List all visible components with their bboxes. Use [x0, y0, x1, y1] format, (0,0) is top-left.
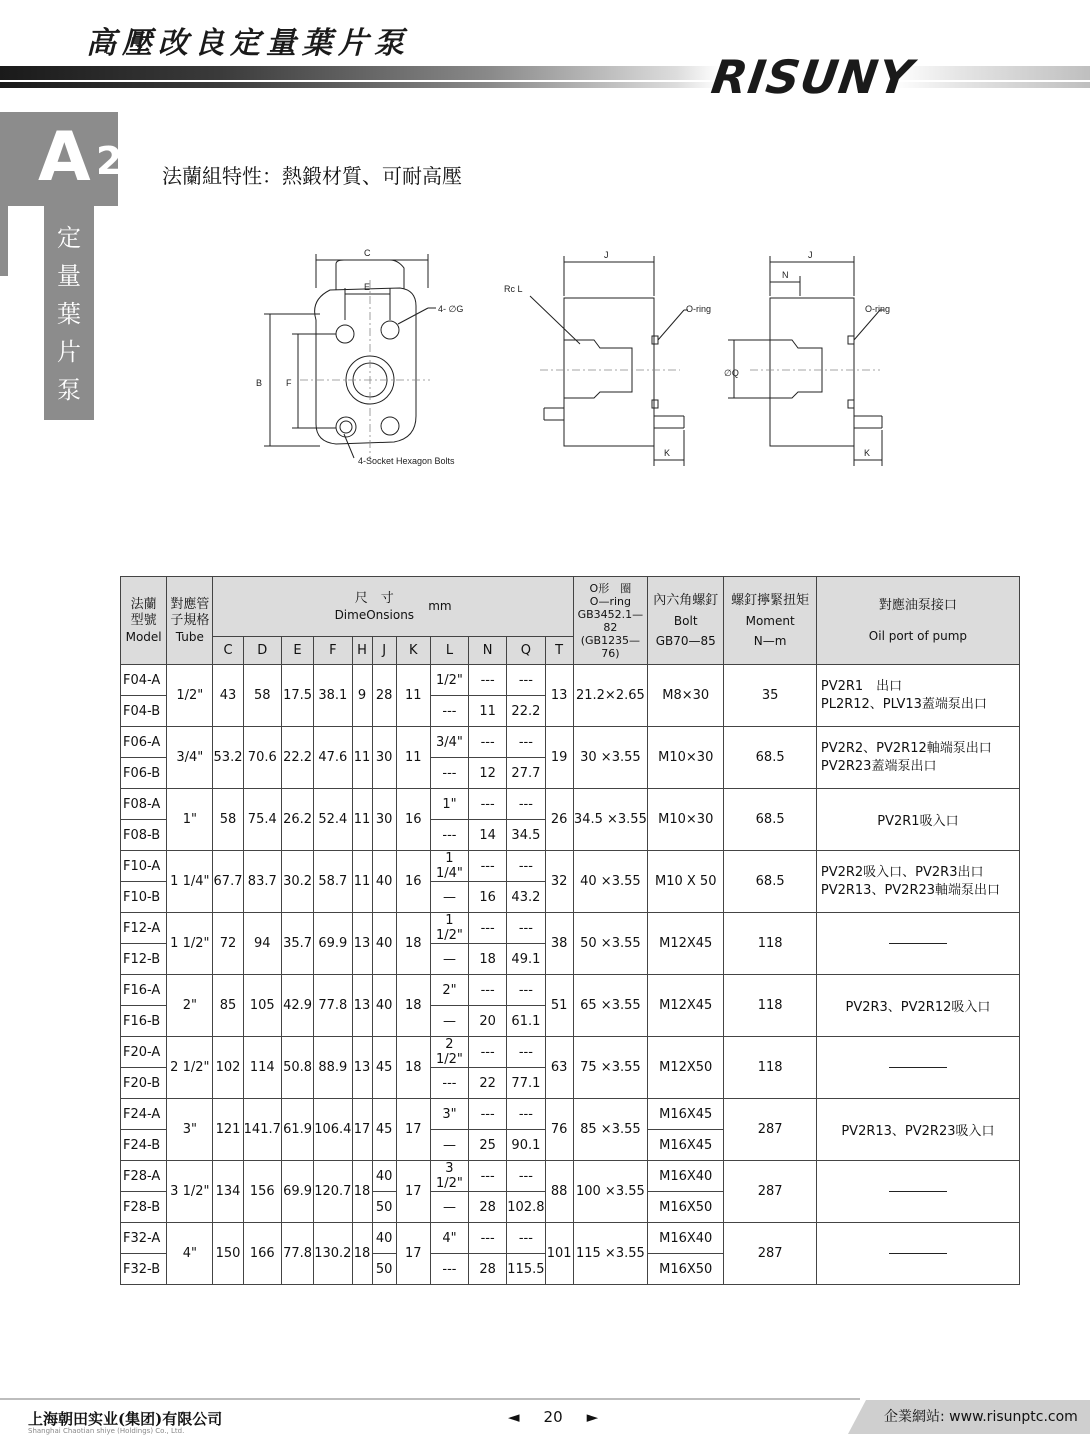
table-cell: 13	[352, 1037, 372, 1099]
table-cell: 3"	[430, 1099, 468, 1130]
table-row	[121, 1037, 1020, 1068]
page-nav	[496, 1408, 610, 1426]
table-row	[121, 1223, 1020, 1254]
table-cell: ---	[469, 1223, 507, 1254]
table-cell: 83.7	[243, 851, 281, 913]
table-cell: ---	[469, 789, 507, 820]
table-cell: 58	[243, 665, 281, 727]
table-cell: 17	[352, 1099, 372, 1161]
col-header: F	[314, 637, 352, 665]
next-page-icon[interactable]: ►	[586, 1408, 599, 1426]
table-cell: 102	[213, 1037, 243, 1099]
table-cell: 1/2"	[430, 665, 468, 696]
col-header: E	[281, 637, 313, 665]
table-cell: ---	[507, 1037, 545, 1068]
table-cell: ---	[430, 758, 468, 789]
table-cell: ---	[507, 1223, 545, 1254]
table-cell: ---	[507, 1161, 545, 1192]
model-cell: F16-B	[121, 1006, 167, 1037]
table-cell: 150	[213, 1223, 243, 1285]
section-char: 量	[57, 262, 81, 290]
spec-table: 法蘭 型號 Model 對應管 子規格 Tube 尺 寸 DimeOnsions mm O形 圈 O—ring GB3452.1—82 (GB1235—76) 內六角螺釘 Bolt GB70—85 螺釘擰緊扭矩 Moment N—m 對應油泵接口 Oil port of pump C D E F H J K L N Q T F04-A 1/2" 43 58 17.5 38.1 9 28 11 1/2" --- --- 13 21.2×2.65 M8×30 35 PV2R1 出口 PL2R12、PLV13蓋端泵出口 F04-B --- 11 22.2 F06-A 3/4" 53.2 70.6 22.2 47.6 11 30 11 3/4" --- --- 19 30 ×3.55 M10×30 68.5 PV2R2、PV2R12軸端泵出口 PV2R23蓋端泵出口 F06-B --- 12 27.7 F08-A 1" 58 75.4 26.2 52.4 11 30 16 1" --- --- 26 34.5 ×3.55 M10×30 68.5 PV2R1吸入口 F08-B --- 14 34.5 F10-A 1 1/4" 67.7 83.7 30.2 58.7 11 40 16 1 1/4" --- --- 32 40 ×3.55 M10 X 50 68.5 PV2R2吸入口、PV2R3出口 PV2R13、PV2R23軸端泵出口 F10-B — 16 43.2 F12-A 1 1/2" 72 94 35.7 69.9 13 40 18 1 1/2" --- --- 38 50 ×3.55 M12X45 118 F12-B — 18 49.1 F16-A 2" 85 105 42.9 77.8 13 40 18 2" --- --- 51 65 ×3.55 M12X45 118 PV2R3、PV2R12吸入口 F16-B — 20 61.1 F20-A 2 1/2" 102 114 50.8 88.9 13 45 18 2 1/2" --- --- 63 75 ×3.55 M12X50 118 F20-B --- 22 77.1 F24-A 3" 121 141.7 61.9 106.4 17 45 17 3" --- --- 76 85 ×3.55 M16X45 287 PV2R13、PV2R23吸入口 F24-B — 25 90.1 M16X45 F28-A 3 1/2" 134 156 69.9 120.7 18 40 17 3 1/2" --- --- 88 100 ×3.55 M16X40 287 F28-B 50 — 28 102.8 M16X50 F32-A 4" 150 166 77.8 130.2 18 40 17 4" --- --- 101 115 ×3.55 M16X40 287 F32-B 50 --- 28 115.5 M16X50	[120, 576, 1020, 1285]
table-cell: 1"	[430, 789, 468, 820]
table-cell: 50	[372, 1254, 396, 1285]
model-cell: F04-A	[121, 665, 167, 696]
section-tab	[0, 112, 123, 206]
model-cell: F24-A	[121, 1099, 167, 1130]
header-oring: O形 圈	[589, 581, 632, 595]
moment-cell: 35	[724, 665, 816, 727]
table-cell: 43.2	[507, 882, 545, 913]
table-cell: 26	[545, 789, 573, 851]
table-cell: —	[430, 1130, 468, 1161]
table-cell: 19	[545, 727, 573, 789]
col-header: Q	[507, 637, 545, 665]
dim-label: 4-Socket Hexagon Bolts	[358, 456, 455, 466]
header-bar	[0, 66, 1090, 88]
page-number: 20	[543, 1408, 563, 1426]
table-cell: 61.1	[507, 1006, 545, 1037]
table-cell: 45	[372, 1037, 396, 1099]
port-line: PV2R3、PV2R12吸入口	[845, 1000, 991, 1015]
table-cell: 11	[396, 727, 430, 789]
brand-logo: RISUNY	[708, 50, 917, 104]
tube-cell: 1/2"	[167, 665, 213, 727]
table-cell: 32	[545, 851, 573, 913]
bolt-cell: M16X40	[648, 1223, 724, 1254]
model-cell: F32-A	[121, 1223, 167, 1254]
table-cell: 75.4	[243, 789, 281, 851]
table-cell: 22.2	[281, 727, 313, 789]
table-cell: 88	[545, 1161, 573, 1223]
table-cell: 34.5	[507, 820, 545, 851]
header-dimensions: 尺 寸	[354, 590, 394, 606]
table-cell: 18	[352, 1223, 372, 1285]
port-cell	[816, 1161, 1019, 1223]
moment-cell: 68.5	[724, 727, 816, 789]
table-cell: 69.9	[314, 913, 352, 975]
port-cell	[816, 665, 1019, 727]
table-cell: ---	[469, 665, 507, 696]
table-cell: 3/4"	[430, 727, 468, 758]
col-header: T	[545, 637, 573, 665]
table-row	[121, 1099, 1020, 1130]
table-cell: 17	[396, 1099, 430, 1161]
model-cell: F12-A	[121, 913, 167, 944]
bolt-cell: M12X45	[648, 913, 724, 975]
model-cell: F12-B	[121, 944, 167, 975]
table-cell: —	[430, 944, 468, 975]
table-cell: ---	[469, 913, 507, 944]
table-cell: 18	[396, 913, 430, 975]
table-row	[121, 975, 1020, 1006]
tube-cell: 3/4"	[167, 727, 213, 789]
table-cell: 28	[372, 665, 396, 727]
header-model: 法蘭 型號	[130, 596, 157, 628]
website-link[interactable]: 企業網站: www.risunptc.com	[884, 1409, 1078, 1425]
port-line: PV2R1吸入口	[877, 814, 959, 829]
table-cell: ---	[507, 975, 545, 1006]
model-cell: F20-A	[121, 1037, 167, 1068]
port-cell	[816, 975, 1019, 1037]
oring-cell: 115 ×3.55	[573, 1223, 647, 1285]
table-cell: ---	[507, 727, 545, 758]
moment-cell: 68.5	[724, 851, 816, 913]
model-cell: F06-A	[121, 727, 167, 758]
moment-cell: 118	[724, 975, 816, 1037]
section-char: 葉	[57, 300, 81, 328]
bolt-cell: M16X45	[648, 1130, 724, 1161]
table-cell: 18	[352, 1161, 372, 1223]
model-cell: F10-A	[121, 851, 167, 882]
table-cell: 52.4	[314, 789, 352, 851]
port-line: PV2R1 出口	[820, 678, 903, 694]
table-cell: 76	[545, 1099, 573, 1161]
table-cell: ---	[469, 727, 507, 758]
tube-cell: 4"	[167, 1223, 213, 1285]
dim-label: 4- ∅G	[438, 304, 464, 314]
table-cell: 63	[545, 1037, 573, 1099]
col-header: K	[396, 637, 430, 665]
table-cell: 90.1	[507, 1130, 545, 1161]
table-cell: 130.2	[314, 1223, 352, 1285]
model-cell: F04-B	[121, 696, 167, 727]
bolt-cell: M16X50	[648, 1254, 724, 1285]
table-cell: 22.2	[507, 696, 545, 727]
moment-cell: 68.5	[724, 789, 816, 851]
port-line: PV2R2吸入口、PV2R3出口	[820, 864, 984, 880]
oring-cell: 50 ×3.55	[573, 913, 647, 975]
table-cell: ---	[469, 1037, 507, 1068]
table-cell: ---	[430, 1254, 468, 1285]
bolt-cell: M12X45	[648, 975, 724, 1037]
table-cell: ---	[507, 665, 545, 696]
table-cell: 38	[545, 913, 573, 975]
table-cell: 42.9	[281, 975, 313, 1037]
table-cell: 26.2	[281, 789, 313, 851]
bolt-cell: M10×30	[648, 789, 724, 851]
dim-label: F	[286, 378, 292, 388]
table-cell: ---	[469, 1099, 507, 1130]
col-header: N	[469, 637, 507, 665]
table-cell: 17.5	[281, 665, 313, 727]
table-cell: —	[430, 882, 468, 913]
table-cell: 156	[243, 1161, 281, 1223]
tube-cell: 1 1/4"	[167, 851, 213, 913]
table-row	[121, 851, 1020, 882]
oring-cell: 100 ×3.55	[573, 1161, 647, 1223]
oring-cell: 40 ×3.55	[573, 851, 647, 913]
table-cell: 40	[372, 851, 396, 913]
table-cell: ---	[430, 696, 468, 727]
table-cell: 35.7	[281, 913, 313, 975]
model-cell: F20-B	[121, 1068, 167, 1099]
table-cell: 27.7	[507, 758, 545, 789]
table-cell: 28	[469, 1192, 507, 1223]
dim-label: J	[604, 250, 609, 260]
table-cell: 25	[469, 1130, 507, 1161]
section-letter: A	[38, 118, 91, 197]
table-cell: 58	[213, 789, 243, 851]
oring-cell: 30 ×3.55	[573, 727, 647, 789]
table-cell: 105	[243, 975, 281, 1037]
company-name: 上海朝田实业(集团)有限公司	[28, 1410, 223, 1428]
col-header: D	[243, 637, 281, 665]
section-char: 泵	[57, 376, 81, 404]
port-cell	[816, 1223, 1019, 1285]
oring-cell: 85 ×3.55	[573, 1099, 647, 1161]
table-cell: 47.6	[314, 727, 352, 789]
tube-cell: 3 1/2"	[167, 1161, 213, 1223]
port-cell	[816, 789, 1019, 851]
table-cell: 2"	[430, 975, 468, 1006]
port-line: PL2R12、PLV13蓋端泵出口	[820, 696, 987, 712]
table-cell: 1 1/4"	[430, 851, 468, 882]
table-cell: 38.1	[314, 665, 352, 727]
table-cell: ---	[507, 913, 545, 944]
bolt-cell: M10 X 50	[648, 851, 724, 913]
table-cell: ---	[430, 1068, 468, 1099]
flange-drawing	[240, 240, 890, 480]
header-bolt: 內六角螺釘	[653, 592, 719, 608]
port-cell	[816, 1099, 1019, 1161]
table-cell: 43	[213, 665, 243, 727]
table-cell: ---	[469, 1161, 507, 1192]
port-cell	[816, 913, 1019, 975]
table-row	[121, 1161, 1020, 1192]
table-row	[121, 789, 1020, 820]
bolt-cell: M8×30	[648, 665, 724, 727]
table-row	[121, 727, 1020, 758]
table-cell: —	[430, 1006, 468, 1037]
table-cell: 50.8	[281, 1037, 313, 1099]
model-cell: F10-B	[121, 882, 167, 913]
table-cell: 20	[469, 1006, 507, 1037]
table-cell: 11	[352, 727, 372, 789]
model-cell: F16-A	[121, 975, 167, 1006]
port-line: PV2R23蓋端泵出口	[820, 758, 937, 774]
table-cell: 94	[243, 913, 281, 975]
oring-cell: 75 ×3.55	[573, 1037, 647, 1099]
table-cell: 11	[352, 789, 372, 851]
bolt-cell: M16X40	[648, 1161, 724, 1192]
table-cell: 40	[372, 975, 396, 1037]
table-cell: 72	[213, 913, 243, 975]
table-cell: 106.4	[314, 1099, 352, 1161]
col-header: L	[430, 637, 468, 665]
header-title: 高壓改良定量葉片泵	[86, 26, 410, 61]
table-cell: 70.6	[243, 727, 281, 789]
moment-cell: 118	[724, 1037, 816, 1099]
header-moment: 螺釘擰緊扭矩	[731, 592, 810, 608]
table-cell: 30	[372, 727, 396, 789]
table-cell: 67.7	[213, 851, 243, 913]
table-cell: 101	[545, 1223, 573, 1285]
header-port: 對應油泵接口	[878, 597, 957, 613]
table-cell: 50	[372, 1192, 396, 1223]
table-cell: 16	[396, 789, 430, 851]
tube-cell: 1"	[167, 789, 213, 851]
section-char: 定	[57, 224, 81, 252]
header-tube: 對應管 子規格	[170, 596, 210, 628]
table-cell: 16	[469, 882, 507, 913]
port-line: PV2R13、PV2R23軸端泵出口	[820, 882, 1001, 898]
table-cell: 77.8	[314, 975, 352, 1037]
table-cell: 2 1/2"	[430, 1037, 468, 1068]
model-cell: F24-B	[121, 1130, 167, 1161]
company-name-en: Shanghai Chaotian shiye (Holdings) Co., Ltd.	[28, 1427, 185, 1435]
table-cell: 14	[469, 820, 507, 851]
port-line: PV2R2、PV2R12軸端泵出口	[820, 740, 992, 756]
bolt-cell: M16X45	[648, 1099, 724, 1130]
table-cell: ---	[430, 820, 468, 851]
table-cell: 58.7	[314, 851, 352, 913]
table-cell: 12	[469, 758, 507, 789]
table-row	[121, 665, 1020, 696]
col-header: J	[372, 637, 396, 665]
port-cell	[816, 727, 1019, 789]
moment-cell: 287	[724, 1223, 816, 1285]
table-cell: 85	[213, 975, 243, 1037]
table-cell: 30	[372, 789, 396, 851]
dim-label: Rc L	[504, 284, 523, 294]
tube-cell: 2 1/2"	[167, 1037, 213, 1099]
table-cell: 88.9	[314, 1037, 352, 1099]
table-cell: 40	[372, 913, 396, 975]
bolt-cell: M12X50	[648, 1037, 724, 1099]
dim-label: B	[256, 378, 263, 388]
oring-cell: 34.5 ×3.55	[573, 789, 647, 851]
table-cell: 4"	[430, 1223, 468, 1254]
oring-cell: 21.2×2.65	[573, 665, 647, 727]
table-cell: 49.1	[507, 944, 545, 975]
table-cell: 77.8	[281, 1223, 313, 1285]
table-cell: 13	[352, 975, 372, 1037]
port-cell	[816, 1037, 1019, 1099]
port-line: PV2R13、PV2R23吸入口	[841, 1124, 995, 1139]
table-row	[121, 913, 1020, 944]
prev-page-icon[interactable]: ◄	[508, 1408, 520, 1426]
dim-label: O-ring	[864, 304, 890, 314]
subtitle: 法蘭組特性：熱鍛材質、可耐高壓	[162, 164, 462, 188]
dim-label: K	[864, 448, 871, 458]
section-strip	[44, 206, 94, 420]
table-cell: 11	[396, 665, 430, 727]
table-cell: ---	[507, 851, 545, 882]
dim-label: J	[808, 250, 813, 260]
moment-cell: 287	[724, 1099, 816, 1161]
table-cell: 77.1	[507, 1068, 545, 1099]
dim-label: O-ring	[686, 304, 712, 314]
model-cell: F28-A	[121, 1161, 167, 1192]
tube-cell: 3"	[167, 1099, 213, 1161]
oring-cell: 65 ×3.55	[573, 975, 647, 1037]
table-cell: 40	[372, 1161, 396, 1192]
bolt-cell: M16X50	[648, 1192, 724, 1223]
table-cell: 13	[352, 913, 372, 975]
table-cell: 16	[396, 851, 430, 913]
dim-label: K	[664, 448, 671, 458]
section-char: 片	[57, 338, 81, 366]
table-cell: 18	[396, 1037, 430, 1099]
table-cell: 3 1/2"	[430, 1161, 468, 1192]
table-cell: 18	[396, 975, 430, 1037]
moment-cell: 287	[724, 1161, 816, 1223]
table-cell: 53.2	[213, 727, 243, 789]
col-header: C	[213, 637, 243, 665]
table-cell: 18	[469, 944, 507, 975]
table-cell: 40	[372, 1223, 396, 1254]
model-cell: F08-A	[121, 789, 167, 820]
table-cell: 22	[469, 1068, 507, 1099]
dim-label: E	[364, 282, 371, 292]
section-number: 2	[96, 139, 123, 183]
table-cell: 115.5	[507, 1254, 545, 1285]
dim-label: N	[782, 270, 789, 280]
table-cell: 30.2	[281, 851, 313, 913]
table-cell: 69.9	[281, 1161, 313, 1223]
table-cell: 1 1/2"	[430, 913, 468, 944]
model-cell: F32-B	[121, 1254, 167, 1285]
moment-cell: 118	[724, 913, 816, 975]
table-cell: 17	[396, 1161, 430, 1223]
bolt-cell: M10×30	[648, 727, 724, 789]
table-cell: 45	[372, 1099, 396, 1161]
table-cell: 28	[469, 1254, 507, 1285]
table-cell: 13	[545, 665, 573, 727]
table-cell: 114	[243, 1037, 281, 1099]
table-cell: 102.8	[507, 1192, 545, 1223]
table-cell: ---	[507, 789, 545, 820]
table-cell: 61.9	[281, 1099, 313, 1161]
table-cell: 120.7	[314, 1161, 352, 1223]
model-cell: F06-B	[121, 758, 167, 789]
dim-label: C	[364, 248, 371, 258]
table-cell: ---	[469, 851, 507, 882]
table-cell: 11	[352, 851, 372, 913]
model-cell: F28-B	[121, 1192, 167, 1223]
model-cell: F08-B	[121, 820, 167, 851]
table-cell: 141.7	[243, 1099, 281, 1161]
table-cell: 17	[396, 1223, 430, 1285]
tube-cell: 2"	[167, 975, 213, 1037]
table-cell: 9	[352, 665, 372, 727]
col-header: H	[352, 637, 372, 665]
table-cell: 166	[243, 1223, 281, 1285]
table-cell: 121	[213, 1099, 243, 1161]
table-cell: ---	[507, 1099, 545, 1130]
table-cell: 51	[545, 975, 573, 1037]
table-cell: 134	[213, 1161, 243, 1223]
port-cell	[816, 851, 1019, 913]
tube-cell: 1 1/2"	[167, 913, 213, 975]
table-cell: 11	[469, 696, 507, 727]
table-cell: ---	[469, 975, 507, 1006]
dim-label: ∅Q	[724, 368, 739, 378]
table-cell: —	[430, 1192, 468, 1223]
